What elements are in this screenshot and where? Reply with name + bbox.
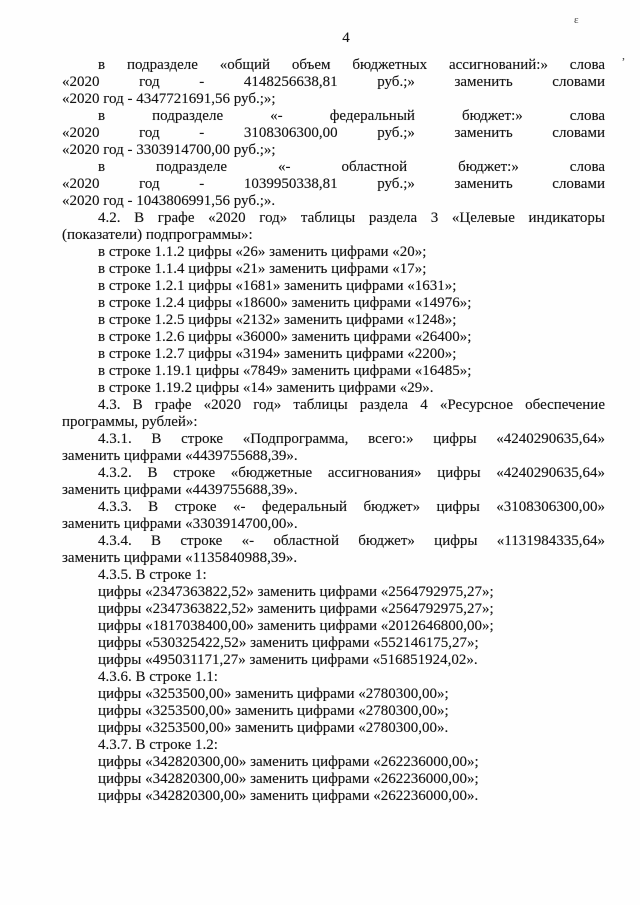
text-line: в подразделе «общий объем бюджетных ассигнований:» слова [98,57,605,73]
text-line: заменить цифрами «1135840988,39». [62,550,298,566]
text-line: «2020 год - 3303914700,00 руб.;»; [62,142,276,158]
text-line: заменить цифрами «3303914700,00». [62,516,298,532]
text-line: в строке 1.19.1 цифры «7849» заменить цифрами «16485»; [98,363,472,379]
text-line: 4.2. В графе «2020 год» таблицы раздела 3 «Целевые индикаторы [98,210,605,226]
text-line: в подразделе «- федеральный бюджет:» слова [98,108,605,124]
text-line: в строке 1.19.2 цифры «14» заменить цифрами «29». [98,380,434,396]
document-body [62,57,605,805]
text-line: цифры «495031171,27» заменить цифрами «516851924,02». [98,652,478,668]
text-line: заменить цифрами «4439755688,39». [62,448,298,464]
text-line: цифры «342820300,00» заменить цифрами «262236000,00»; [98,771,479,787]
text-line: 4.3.5. В строке 1: [98,567,207,583]
text-line: «2020 год - 1043806991,56 руб.;». [62,193,276,209]
text-line: цифры «342820300,00» заменить цифрами «262236000,00»; [98,754,479,770]
text-line: 4.3.3. В строке «- федеральный бюджет» цифры «3108306300,00» [98,499,605,515]
scan-speck-top-right: ε [574,14,579,26]
text-line: программы, рублей»: [62,414,198,430]
text-line: 4.3.4. В строке «- областной бюджет» цифры «1131984335,64» [98,533,605,549]
text-line: цифры «3253500,00» заменить цифрами «2780300,00»; [98,703,449,719]
text-line: «2020 год - 4148256638,81 руб.;» заменить словами [62,74,605,90]
text-line: в строке 1.2.4 цифры «18600» заменить цифрами «14976»; [98,295,472,311]
text-line: в подразделе «- областной бюджет:» слова [98,159,605,175]
text-line: «2020 год - 3108306300,00 руб.;» заменить словами [62,125,605,141]
text-line: 4.3.7. В строке 1.2: [98,737,218,753]
scan-speck-right-edge: , [622,48,625,62]
text-line: в строке 1.2.5 цифры «2132» заменить цифрами «1248»; [98,312,457,328]
text-line: (показатели) подпрограммы»: [62,227,253,243]
text-line: цифры «2347363822,52» заменить цифрами «2564792975,27»; [98,584,494,600]
text-line: цифры «1817038400,00» заменить цифрами «2012646800,00»; [98,618,494,634]
text-line: 4.3.6. В строке 1.1: [98,669,218,685]
text-line: «2020 год - 1039950338,81 руб.;» заменить словами [62,176,605,192]
text-line: 4.3. В графе «2020 год» таблицы раздела 4 «Ресурсное обеспечение [98,397,605,413]
text-line: в строке 1.1.4 цифры «21» заменить цифрами «17»; [98,261,427,277]
text-line: цифры «3253500,00» заменить цифрами «2780300,00»; [98,686,449,702]
text-line: 4.3.1. В строке «Подпрограмма, всего:» цифры «4240290635,64» [98,431,605,447]
text-line: в строке 1.2.6 цифры «36000» заменить цифрами «26400»; [98,329,472,345]
text-line: цифры «342820300,00» заменить цифрами «262236000,00». [98,788,479,804]
text-line: заменить цифрами «4439755688,39». [62,482,298,498]
page-number: 4 [342,30,350,46]
text-line: цифры «2347363822,52» заменить цифрами «2564792975,27»; [98,601,494,617]
text-line: цифры «530325422,52» заменить цифрами «552146175,27»; [98,635,479,651]
text-line: «2020 год - 4347721691,56 руб.;»; [62,91,276,107]
text-line: цифры «3253500,00» заменить цифрами «2780300,00». [98,720,449,736]
text-line: в строке 1.2.7 цифры «3194» заменить цифрами «2200»; [98,346,457,362]
text-line: в строке 1.1.2 цифры «26» заменить цифрами «20»; [98,244,427,260]
text-line: в строке 1.2.1 цифры «1681» заменить цифрами «1631»; [98,278,457,294]
text-line: 4.3.2. В строке «бюджетные ассигнования» цифры «4240290635,64» [98,465,605,481]
